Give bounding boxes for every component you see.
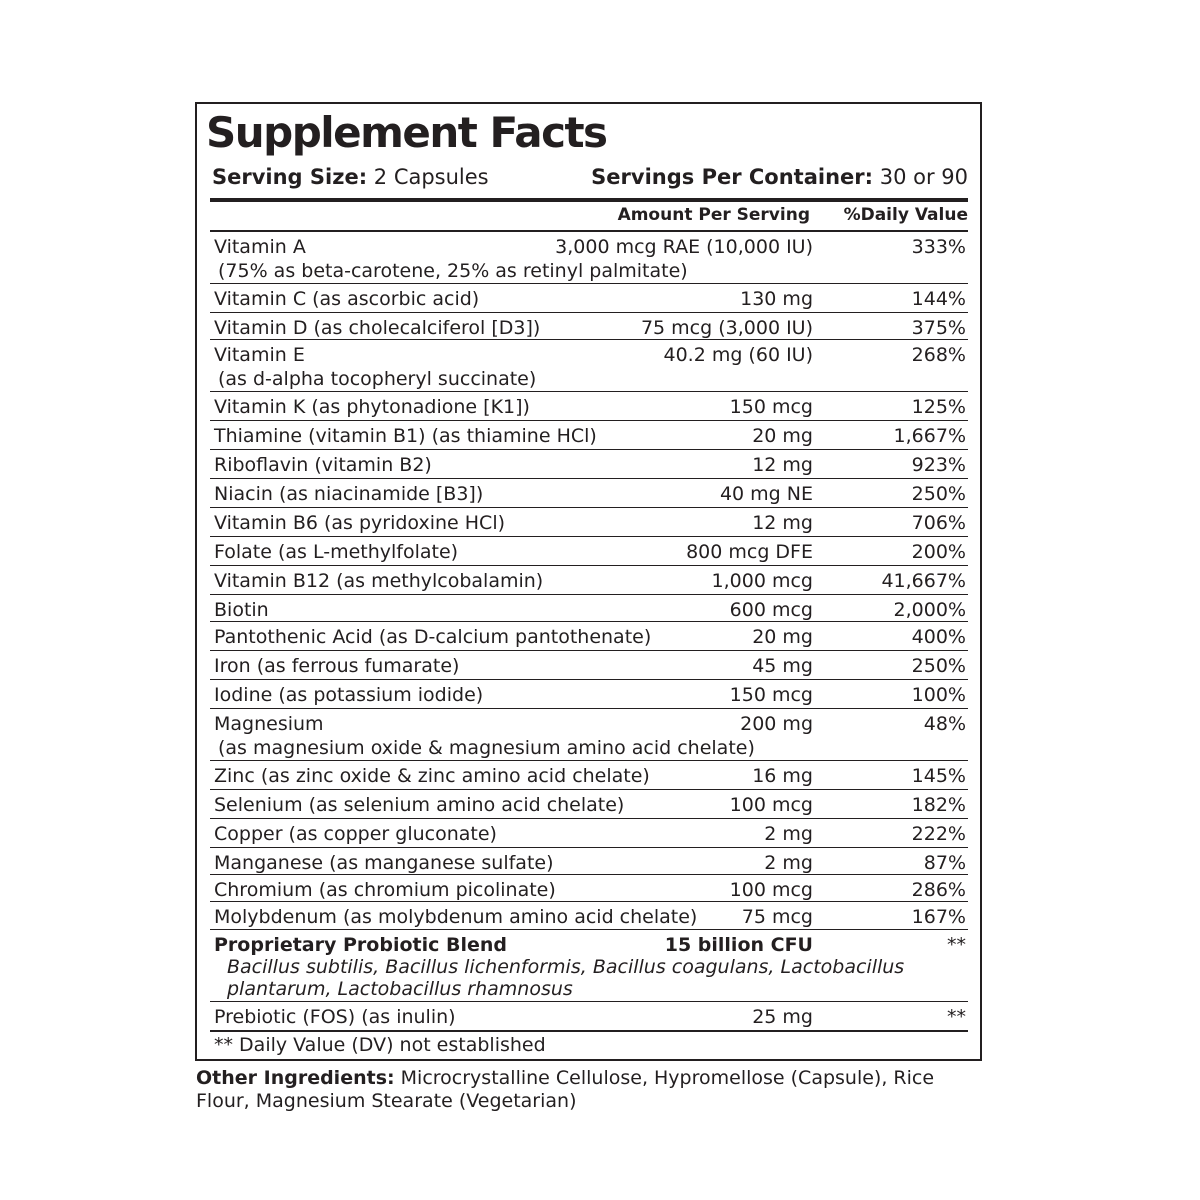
nutrient-name: Vitamin B12 (as methylcobalamin) (214, 570, 544, 592)
nutrient-name: Vitamin E (214, 344, 305, 366)
nutrient-name: Zinc (as zinc oxide & zinc amino acid chelate) (214, 765, 650, 787)
table-row (210, 284, 968, 313)
nutrient-source: (as d-alpha tocopheryl succinate) (218, 368, 537, 390)
nutrient-amount: 100 mcg (729, 794, 813, 816)
probiotic-species-list: Bacillus subtilis, Bacillus lichenformis, Bacillus coagulans, Lactobacillus plantarum, Lactobacillus rhamnosus (227, 956, 905, 1000)
column-header-daily-value: %Daily Value (843, 205, 968, 225)
serving-size (212, 164, 489, 190)
nutrient-daily-value: 167% (911, 906, 966, 928)
prebiotic-row (210, 1002, 968, 1032)
nutrient-name: Folate (as L-methylfolate) (214, 541, 459, 563)
nutrient-daily-value: 333% (911, 236, 966, 258)
nutrient-daily-value: 87% (923, 852, 966, 874)
nutrient-name: Vitamin A (214, 236, 306, 258)
probiotic-blend-row (210, 929, 968, 1002)
table-row (210, 595, 968, 622)
nutrient-name: Molybdenum (as molybdenum amino acid chelate) (214, 906, 698, 928)
nutrient-amount: 20 mg (752, 425, 813, 447)
nutrient-amount: 600 mcg (729, 599, 813, 621)
nutrient-daily-value: 145% (911, 765, 966, 787)
nutrient-daily-value: 100% (911, 684, 966, 706)
nutrient-amount: 75 mcg (3,000 IU) (640, 317, 813, 339)
nutrient-daily-value: 125% (911, 396, 966, 418)
nutrient-daily-value: 48% (923, 713, 966, 735)
nutrient-amount: 3,000 mcg RAE (10,000 IU) (555, 236, 813, 258)
probiotic-blend-daily-value: ** (947, 934, 966, 956)
nutrient-amount: 12 mg (752, 454, 813, 476)
nutrient-daily-value: 144% (911, 288, 966, 310)
serving-size-value: 2 Capsules (373, 165, 489, 189)
table-row (210, 761, 968, 790)
table-row (210, 709, 968, 761)
table-row (210, 875, 968, 902)
nutrient-name: Thiamine (vitamin B1) (as thiamine HCl) (214, 425, 597, 447)
table-row (210, 902, 968, 929)
prebiotic-amount: 25 mg (752, 1006, 813, 1028)
table-row (210, 651, 968, 680)
table-row (210, 790, 968, 819)
table-row (210, 680, 968, 709)
nutrient-amount: 150 mcg (729, 396, 813, 418)
nutrient-daily-value: 923% (911, 454, 966, 476)
table-row (210, 479, 968, 508)
table-row (210, 848, 968, 875)
nutrient-daily-value: 268% (911, 344, 966, 366)
nutrient-amount: 40.2 mg (60 IU) (663, 344, 813, 366)
nutrient-daily-value: 1,667% (893, 425, 966, 447)
column-header-amount: Amount Per Serving (617, 205, 810, 225)
servings-per-container (591, 164, 968, 190)
servings-per-container-value: 30 or 90 (879, 165, 968, 189)
nutrient-daily-value: 200% (911, 541, 966, 563)
nutrient-source: (as magnesium oxide & magnesium amino acid chelate) (218, 737, 755, 759)
nutrient-source: (75% as beta-carotene, 25% as retinyl palmitate) (218, 260, 688, 282)
nutrient-daily-value: 706% (911, 512, 966, 534)
panel-title: Supplement Facts (206, 108, 607, 157)
nutrient-daily-value: 375% (911, 317, 966, 339)
table-row (210, 421, 968, 450)
serving-size-label: Serving Size: (212, 165, 368, 189)
nutrient-daily-value: 250% (911, 483, 966, 505)
servings-per-container-label: Servings Per Container: (591, 165, 874, 189)
table-row (210, 450, 968, 479)
nutrient-name: Vitamin K (as phytonadione [K1]) (214, 396, 530, 418)
nutrient-amount: 75 mcg (741, 906, 813, 928)
nutrient-name: Vitamin D (as cholecalciferol [D3]) (214, 317, 541, 339)
nutrient-amount: 100 mcg (729, 879, 813, 901)
nutrient-name: Iron (as ferrous fumarate) (214, 655, 460, 677)
nutrient-name: Iodine (as potassium iodide) (214, 684, 484, 706)
other-ingredients (196, 1067, 986, 1113)
nutrient-amount: 12 mg (752, 512, 813, 534)
nutrient-amount: 130 mg (740, 288, 813, 310)
nutrient-daily-value: 286% (911, 879, 966, 901)
nutrient-amount: 200 mg (740, 713, 813, 735)
nutrient-amount: 2 mg (764, 823, 813, 845)
table-row (210, 508, 968, 537)
nutrient-table (210, 230, 968, 1032)
table-row (210, 537, 968, 566)
table-row (210, 819, 968, 848)
nutrient-daily-value: 2,000% (893, 599, 966, 621)
other-ingredients-label: Other Ingredients: (196, 1067, 395, 1089)
prebiotic-name: Prebiotic (FOS) (as inulin) (214, 1006, 456, 1028)
nutrient-name: Copper (as copper gluconate) (214, 823, 497, 845)
nutrient-amount: 16 mg (752, 765, 813, 787)
prebiotic-daily-value: ** (947, 1006, 966, 1028)
table-row (210, 622, 968, 651)
header-rule (210, 198, 968, 202)
nutrient-name: Selenium (as selenium amino acid chelate) (214, 794, 625, 816)
nutrient-amount: 800 mcg DFE (686, 541, 813, 563)
nutrient-daily-value: 182% (911, 794, 966, 816)
nutrient-name: Vitamin B6 (as pyridoxine HCl) (214, 512, 506, 534)
table-row (210, 392, 968, 421)
nutrient-name: Manganese (as manganese sulfate) (214, 852, 554, 874)
nutrient-amount: 150 mcg (729, 684, 813, 706)
nutrient-name: Biotin (214, 599, 269, 621)
nutrient-amount: 45 mg (752, 655, 813, 677)
nutrient-name: Riboflavin (vitamin B2) (214, 454, 432, 476)
nutrient-name: Vitamin C (as ascorbic acid) (214, 288, 480, 310)
nutrient-name: Magnesium (214, 713, 324, 735)
nutrient-amount: 40 mg NE (719, 483, 813, 505)
nutrient-name: Niacin (as niacinamide [B3]) (214, 483, 484, 505)
nutrient-name: Pantothenic Acid (as D-calcium pantothenate) (214, 626, 652, 648)
table-row (210, 340, 968, 392)
supplement-facts-panel (195, 102, 982, 1061)
nutrient-daily-value: 41,667% (881, 570, 966, 592)
table-row (210, 232, 968, 284)
table-row (210, 313, 968, 340)
other-ingredients-text: Microcrystalline Cellulose, Hypromellose (Capsule), Rice Flour, Magnesium Stearate (Vegetarian) (196, 1067, 935, 1112)
nutrient-daily-value: 222% (911, 823, 966, 845)
nutrient-name: Chromium (as chromium picolinate) (214, 879, 556, 901)
nutrient-daily-value: 250% (911, 655, 966, 677)
probiotic-blend-amount: 15 billion CFU (664, 934, 813, 956)
nutrient-amount: 2 mg (764, 852, 813, 874)
daily-value-footnote: ** Daily Value (DV) not established (214, 1034, 546, 1056)
table-row (210, 566, 968, 595)
probiotic-blend-name: Proprietary Probiotic Blend (214, 934, 507, 956)
nutrient-daily-value: 400% (911, 626, 966, 648)
nutrient-amount: 1,000 mcg (711, 570, 813, 592)
nutrient-amount: 20 mg (752, 626, 813, 648)
